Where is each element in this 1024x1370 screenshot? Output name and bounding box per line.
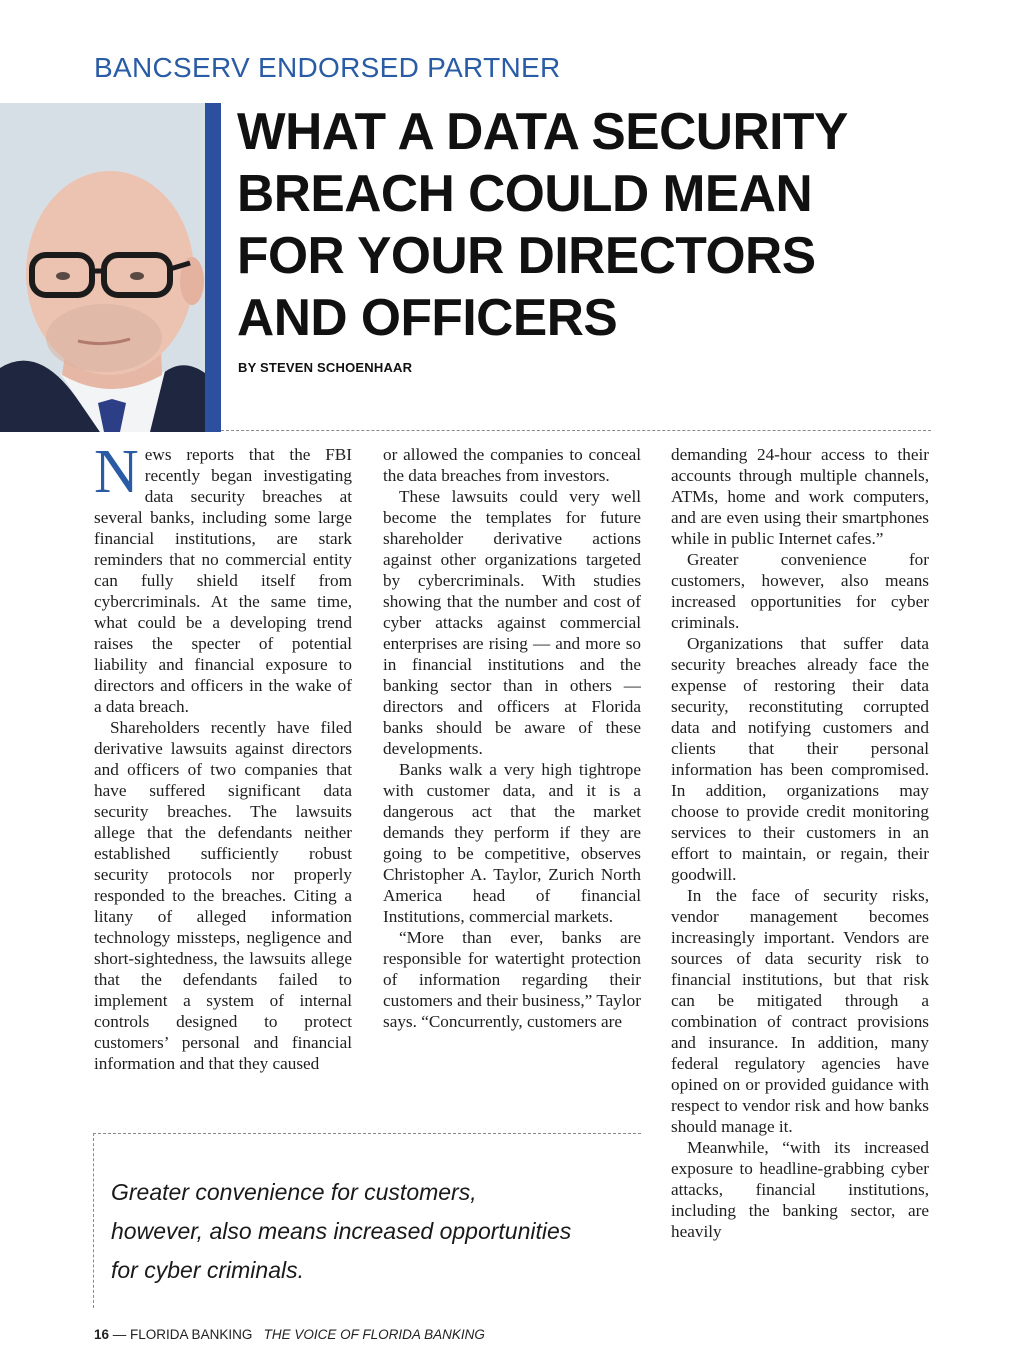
section-kicker: BANCSERV ENDORSED PARTNER [94, 52, 561, 83]
article-column-1 [94, 438, 352, 1074]
footer-separator: — [109, 1327, 131, 1342]
article-column-2 [383, 444, 641, 1032]
publication-name: FLORIDA BANKING [130, 1327, 253, 1342]
paragraph: Organizations that suffer data security breaches already face the expense of restoring their data security, reconstituting corrupted data and notifying customers and clients that their personal information has been compromised. In addition, organizations may choose to provide credit monitoring services to their customers in an effort to maintain, or regain, their goodwill. [671, 634, 929, 884]
page-footer [94, 1327, 485, 1342]
paragraph: Meanwhile, “with its increased exposure to headline-grabbing cyber attacks, financial institutions, including the banking sector, are heavily [671, 1138, 929, 1241]
headline-line: WHAT A DATA SECURITY [237, 102, 848, 160]
paragraph: Shareholders recently have filed derivative lawsuits against directors and officers of two companies that have suffered significant data security breaches. The lawsuits allege that the defendants neither established sufficiently robust security protocols nor properly responded to the breaches. Citing a litany of alleged information technology missteps, negligence and short-sightedness, the lawsuits allege that the defendants failed to implement a system of internal controls designed to protect customers’ personal and financial information and that they caused [94, 718, 352, 1073]
pull-quote-line: for cyber criminals. [111, 1257, 304, 1283]
paragraph: demanding 24-hour access to their accounts through multiple channels, ATMs, home and work computers, and are even using their smartphones while in public Internet cafes.” [671, 445, 929, 548]
pull-quote [111, 1173, 641, 1290]
drop-cap: N [94, 438, 139, 506]
article-headline [237, 100, 1007, 348]
headline-line: FOR YOUR DIRECTORS [237, 226, 816, 284]
headline-line: BREACH COULD MEAN [237, 164, 813, 222]
paragraph: These lawsuits could very well become the templates for future shareholder derivative actions against other organizations targeted by cybercriminals. With studies showing that the number and cost of cyber attacks against commercial enterprises are rising — and more so in financial institutions and the banking sector than in others — directors and officers at Florida banks should be aware of these developments. [383, 487, 641, 758]
pull-quote-line: Greater convenience for customers, [111, 1179, 477, 1205]
page-number: 16 [94, 1327, 110, 1342]
headline-line: AND OFFICERS [237, 288, 618, 346]
byline: BY STEVEN SCHOENHAAR [238, 360, 413, 375]
paragraph-text: ews reports that the FBI recently began investigating data security breaches at several banks, including some large financial institutions, are stark reminders that no commercial entity can fully shield itself from cybercriminals. At the same time, what could be a developing trend raises the specter of potential liability and financial exposure to directors and officers in the wake of a data breach. [94, 445, 352, 716]
paragraph: or allowed the companies to conceal the data breaches from investors. [383, 445, 641, 485]
header-divider [221, 430, 931, 431]
paragraph: Banks walk a very high tightrope with customer data, and it is a dangerous act that the market demands they perform if they are going to be competitive, observes Christopher A. Taylor, Zurich North America head of financial Institutions, commercial markets. [383, 760, 641, 926]
paragraph: Greater convenience for customers, however, also means increased opportunities for cyber criminals. [671, 550, 929, 632]
accent-bar [205, 103, 221, 432]
publication-tagline: THE VOICE OF FLORIDA BANKING [263, 1327, 485, 1342]
author-photo [0, 103, 205, 432]
paragraph [94, 438, 352, 717]
paragraph: “More than ever, banks are responsible for watertight protection of information regarding their customers and their business,” Taylor says. “Concurrently, customers are [383, 928, 641, 1031]
pull-quote-line: however, also means increased opportunities [111, 1218, 572, 1244]
article-column-3 [671, 444, 929, 1242]
paragraph: In the face of security risks, vendor management becomes increasingly important. Vendors are sources of data security risk to financial institutions, but that risk can be mitigated through a combination of contract provisions and insurance. In addition, many federal regulatory agencies have opined on or provided guidance with respect to vendor risk and how banks should manage it. [671, 886, 929, 1136]
